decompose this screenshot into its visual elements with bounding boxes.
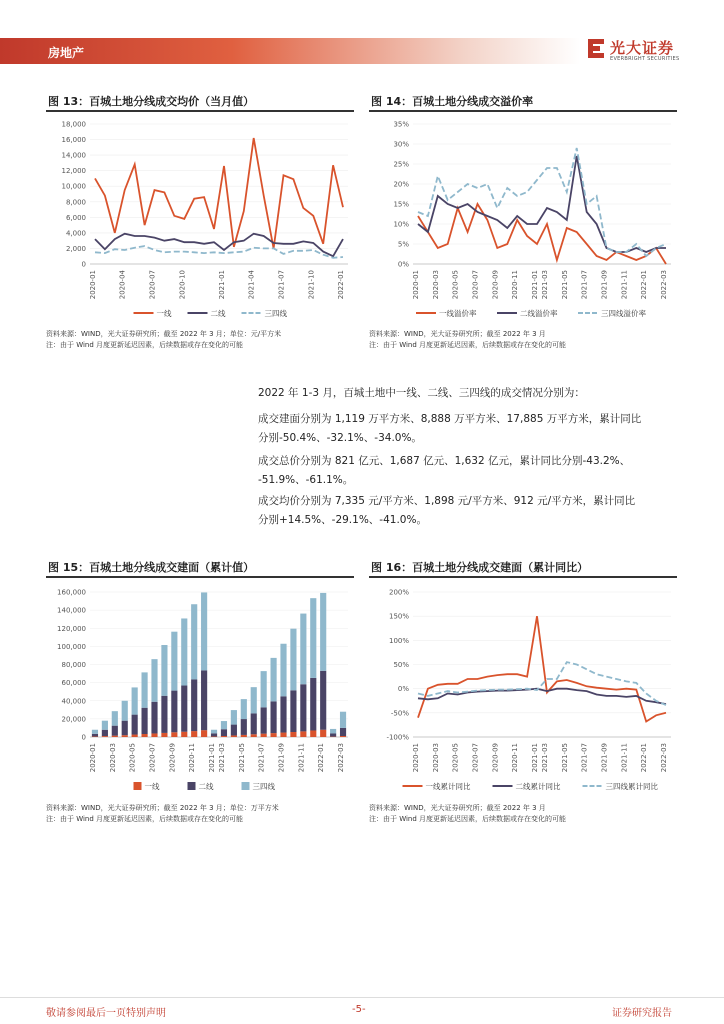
bar-segment <box>201 592 207 670</box>
figure-16-title: 图 16：百城土地分线成交建面（累计同比） <box>371 561 589 574</box>
bar-segment <box>132 687 138 714</box>
x-tick-label: 2021-03 <box>540 743 549 773</box>
x-tick-label: 2020-11 <box>511 270 520 300</box>
y-tick-label: 30% <box>393 140 409 149</box>
bar-segment <box>310 598 316 678</box>
x-tick-label: 2020-07 <box>148 270 157 300</box>
bar-segment <box>290 690 296 732</box>
figure-13-title: 图 13：百城土地分线成交均价（当月值） <box>48 95 255 108</box>
y-tick-label: 60,000 <box>61 679 86 688</box>
legend-swatch <box>242 782 250 790</box>
bar-segment <box>142 708 148 734</box>
x-tick-label: 2020-09 <box>491 270 500 300</box>
bar-segment <box>122 721 128 736</box>
y-tick-label: 6,000 <box>65 213 86 222</box>
y-tick-label: 14,000 <box>61 151 86 160</box>
y-tick-label: 20% <box>393 180 409 189</box>
bar-segment <box>201 670 207 730</box>
paragraph-total: 成交总价分别为 821 亿元、1,687 亿元、1,632 亿元，累计同比分别-43.2%、 -51.9%、-61.1%。 <box>258 455 631 486</box>
bar-segment <box>201 730 207 737</box>
bar-segment <box>171 732 177 737</box>
x-tick-label: 2021-01 <box>531 270 540 300</box>
x-tick-label: 2021-07 <box>257 743 266 773</box>
legend-label: 一线溢价率 <box>439 309 477 318</box>
bar-segment <box>112 711 118 726</box>
x-tick-label: 2022-01 <box>640 743 649 773</box>
bar-segment <box>231 710 237 725</box>
paragraph-price: 成交均价分别为 7,335 元/平方米、1,898 元/平方米、912 元/平方米，累计同比 分别+14.5%、-29.1%、-41.0%。 <box>258 495 636 526</box>
x-tick-label: 2022-01 <box>337 270 346 300</box>
figure-15-rule <box>46 576 354 578</box>
bar-segment <box>181 618 187 685</box>
bar-segment <box>231 735 237 737</box>
bar-segment <box>271 701 277 733</box>
bar-segment <box>340 712 346 728</box>
footer-rule <box>0 997 724 998</box>
x-tick-label: 2021-03 <box>217 743 226 773</box>
legend-label: 二线累计同比 <box>515 782 561 791</box>
legend-label: 三四线 <box>252 782 275 791</box>
bar-segment <box>161 645 167 696</box>
legend-label: 一线 <box>156 309 172 318</box>
legend-label: 二线溢价率 <box>520 309 558 318</box>
bar-segment <box>280 733 286 737</box>
y-tick-label: 40,000 <box>61 697 86 706</box>
bar-segment <box>330 733 336 736</box>
x-tick-label: 2021-01 <box>208 743 217 773</box>
y-tick-label: 18,000 <box>61 120 86 129</box>
x-tick-label: 2021-05 <box>560 270 569 300</box>
x-tick-label: 2021-05 <box>560 743 569 773</box>
x-tick-label: 2020-04 <box>118 270 127 300</box>
x-tick-label: 2021-11 <box>620 743 629 773</box>
bar-segment <box>280 644 286 697</box>
y-tick-label: 0 <box>81 733 86 742</box>
x-tick-label: 2022-03 <box>660 743 669 773</box>
bar-segment <box>300 614 306 685</box>
x-tick-label: 2020-07 <box>471 270 480 300</box>
y-tick-label: 0 <box>81 260 86 269</box>
bar-segment <box>231 725 237 736</box>
chart-13 <box>46 112 356 322</box>
x-tick-label: 2020-05 <box>451 270 460 300</box>
footer-disclaimer: 敬请参阅最后一页特别声明 <box>46 1008 166 1019</box>
y-tick-label: 160,000 <box>57 588 86 597</box>
y-tick-label: 120,000 <box>57 624 86 633</box>
y-tick-label: 0% <box>397 685 409 694</box>
bar-segment <box>122 701 128 721</box>
figure-14-title: 图 14：百城土地分线成交溢价率 <box>371 95 534 108</box>
brand-logo <box>586 36 696 66</box>
bar-segment <box>221 736 227 737</box>
y-tick-label: 100,000 <box>57 642 86 651</box>
bar-segment <box>320 730 326 737</box>
bar-segment <box>251 713 257 734</box>
figure-14-source: 资料来源：WIND，光大证券研究所；截至 2022 年 3 月 注：由于 Wind 月度更新延迟因素，后续数据或存在变化的可能 <box>369 330 567 349</box>
legend-label: 二线 <box>198 782 214 791</box>
footer-report-type: 证券研究报告 <box>612 1008 672 1019</box>
paragraph-area: 成交建面分别为 1,119 万平方米、8,888 万平方米、17,885 万平方米，累计同比 分别-50.4%、-32.1%、-34.0%。 <box>258 413 642 444</box>
bar-segment <box>191 731 197 737</box>
chart-16 <box>369 580 679 795</box>
bar-segment <box>211 733 217 736</box>
x-tick-label: 2020-07 <box>148 743 157 773</box>
bar-segment <box>320 671 326 730</box>
x-tick-label: 2021-05 <box>237 743 246 773</box>
x-tick-label: 2021-10 <box>307 270 316 300</box>
x-tick-label: 2020-01 <box>411 743 420 773</box>
bar-segment <box>132 715 138 735</box>
x-tick-label: 2021-01 <box>217 270 226 300</box>
bar-segment <box>171 632 177 691</box>
bar-segment <box>320 593 326 671</box>
x-tick-label: 2020-07 <box>471 743 480 773</box>
bar-segment <box>241 735 247 737</box>
bar-segment <box>271 658 277 702</box>
y-tick-label: 80,000 <box>61 661 86 669</box>
y-tick-label: 15% <box>393 200 409 209</box>
x-tick-label: 2020-01 <box>88 743 97 773</box>
x-tick-label: 2020-03 <box>431 743 440 773</box>
bar-segment <box>340 728 346 736</box>
legend-swatch <box>188 782 196 790</box>
bar-segment <box>261 671 267 707</box>
bar-segment <box>181 732 187 737</box>
bar-segment <box>330 729 336 734</box>
bar-segment <box>151 733 157 737</box>
y-tick-label: 25% <box>393 160 409 169</box>
bar-segment <box>161 696 167 733</box>
bar-segment <box>340 736 346 737</box>
x-tick-label: 2020-01 <box>411 270 420 300</box>
bar-segment <box>151 702 157 734</box>
bar-segment <box>221 721 227 729</box>
x-tick-label: 2020-01 <box>88 270 97 300</box>
y-tick-label: -50% <box>390 709 409 718</box>
y-tick-label: 8,000 <box>65 198 86 207</box>
bar-segment <box>122 735 128 737</box>
x-tick-label: 2021-09 <box>600 270 609 300</box>
y-tick-label: 50% <box>393 661 409 669</box>
bar-segment <box>112 736 118 737</box>
y-tick-label: 2,000 <box>65 244 86 253</box>
y-tick-label: 12,000 <box>61 167 86 176</box>
y-tick-label: 5% <box>397 240 409 249</box>
figure-16-rule <box>369 576 677 578</box>
x-tick-label: 2022-03 <box>660 270 669 300</box>
x-tick-label: 2021-07 <box>277 270 286 300</box>
x-tick-label: 2021-11 <box>620 270 629 300</box>
figure-15-source: 资料来源：WIND，光大证券研究所；截至 2022 年 3 月；单位：万平方米 注：由于 Wind 月度更新延迟因素，后续数据或存在变化的可能 <box>46 804 279 823</box>
bar-segment <box>191 604 197 679</box>
x-tick-label: 2020-11 <box>188 743 197 773</box>
legend-label: 三四线 <box>264 309 287 318</box>
bar-segment <box>142 672 148 707</box>
x-tick-label: 2022-01 <box>317 743 326 773</box>
figure-13-source: 资料来源：WIND，光大证券研究所；截至 2022 年 3 月；单位：元/平方米 注：由于 Wind 月度更新延迟因素，后续数据或存在变化的可能 <box>46 330 282 349</box>
y-tick-label: 35% <box>393 120 409 129</box>
chart-15 <box>46 580 356 795</box>
legend-label: 一线累计同比 <box>425 782 471 791</box>
y-tick-label: 10% <box>393 220 409 229</box>
logo-text: 光大证券 <box>610 39 675 57</box>
legend-label: 一线 <box>144 782 160 791</box>
bar-segment <box>251 687 257 713</box>
x-tick-label: 2020-03 <box>431 270 440 300</box>
y-tick-label: 100% <box>388 636 409 645</box>
page-number: -5- <box>352 1004 366 1015</box>
bar-segment <box>211 730 217 734</box>
x-tick-label: 2021-09 <box>277 743 286 773</box>
x-tick-label: 2021-04 <box>247 270 256 300</box>
figure-16-source: 资料来源：WIND，光大证券研究所；截至 2022 年 3 月 注：由于 Wind 月度更新延迟因素，后续数据或存在变化的可能 <box>369 804 567 823</box>
bar-segment <box>191 679 197 731</box>
logo-subtext: EVERBRIGHT SECURITIES <box>610 56 680 62</box>
y-tick-label: 0% <box>397 260 409 269</box>
bar-segment <box>151 659 157 702</box>
bar-segment <box>310 678 316 731</box>
chart-14 <box>369 112 679 322</box>
bar-segment <box>92 730 98 734</box>
section-title: 房地产 <box>48 46 85 60</box>
bar-segment <box>251 734 257 737</box>
bar-segment <box>92 734 98 737</box>
header-bar <box>0 38 580 64</box>
y-tick-label: -100% <box>386 733 409 742</box>
bar-segment <box>300 731 306 737</box>
series-line <box>95 246 343 258</box>
logo-mark-icon <box>586 38 606 62</box>
x-tick-label: 2020-09 <box>168 743 177 773</box>
x-tick-label: 2021-01 <box>531 743 540 773</box>
x-tick-label: 2021-11 <box>297 743 306 773</box>
bar-segment <box>271 733 277 737</box>
bar-segment <box>261 734 267 737</box>
bar-segment <box>241 719 247 735</box>
x-tick-label: 2020-10 <box>178 270 187 300</box>
series-line <box>95 138 343 248</box>
figure-15-title: 图 15：百城土地分线成交建面（累计值） <box>48 561 255 574</box>
bar-segment <box>112 726 118 736</box>
bar-segment <box>102 736 108 737</box>
series-line <box>418 204 666 264</box>
y-tick-label: 20,000 <box>61 715 86 724</box>
bar-segment <box>181 686 187 732</box>
x-tick-label: 2022-01 <box>640 270 649 300</box>
bar-segment <box>290 629 296 691</box>
legend-swatch <box>134 782 142 790</box>
bar-segment <box>261 707 267 733</box>
bar-segment <box>300 684 306 731</box>
y-tick-label: 150% <box>388 612 409 621</box>
bar-segment <box>161 733 167 737</box>
y-tick-label: 200% <box>388 588 409 597</box>
x-tick-label: 2020-11 <box>511 743 520 773</box>
bar-segment <box>171 691 177 733</box>
legend-label: 三四线累计同比 <box>605 782 658 791</box>
x-tick-label: 2021-07 <box>580 743 589 773</box>
bar-segment <box>102 721 108 730</box>
bar-segment <box>221 729 227 736</box>
y-tick-label: 140,000 <box>57 606 86 615</box>
paragraph-intro: 2022 年 1-3 月，百城土地中一线、二线、三四线的成交情况分别为： <box>258 387 585 399</box>
x-tick-label: 2020-05 <box>451 743 460 773</box>
bar-segment <box>241 699 247 719</box>
x-tick-label: 2020-05 <box>128 743 137 773</box>
bar-segment <box>142 734 148 737</box>
series-line <box>418 689 666 704</box>
x-tick-label: 2022-03 <box>337 743 346 773</box>
legend-label: 三四线溢价率 <box>601 309 646 318</box>
x-tick-label: 2021-03 <box>540 270 549 300</box>
bar-segment <box>132 735 138 737</box>
legend-label: 二线 <box>210 309 226 318</box>
y-tick-label: 16,000 <box>61 136 86 145</box>
x-tick-label: 2020-03 <box>108 743 117 773</box>
y-tick-label: 4,000 <box>65 229 86 238</box>
bar-segment <box>280 696 286 732</box>
x-tick-label: 2021-09 <box>600 743 609 773</box>
bar-segment <box>290 732 296 737</box>
bar-segment <box>310 730 316 737</box>
bar-segment <box>102 730 108 736</box>
x-tick-label: 2020-09 <box>491 743 500 773</box>
y-tick-label: 10,000 <box>61 182 86 191</box>
series-line <box>418 616 666 721</box>
x-tick-label: 2021-07 <box>580 270 589 300</box>
